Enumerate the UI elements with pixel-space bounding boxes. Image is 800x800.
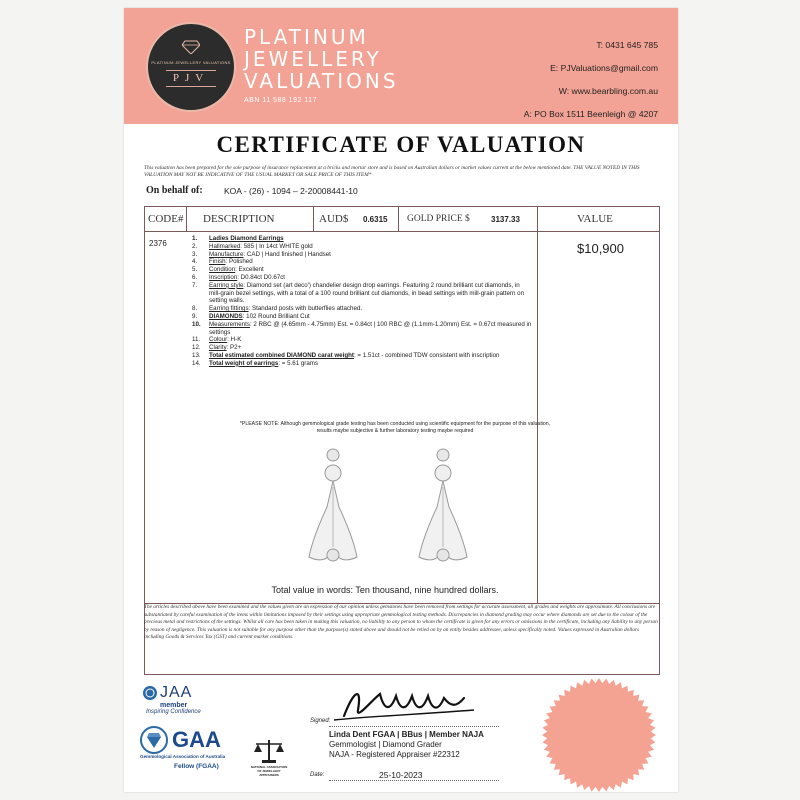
brand-line: PLATINUM xyxy=(244,25,369,49)
item-code: 2376 xyxy=(149,239,167,248)
list-item: 8. Earring fittings: Standard posts with butterflies attached. xyxy=(192,305,363,313)
col-value-header: VALUE xyxy=(577,213,613,225)
certificate-page xyxy=(124,8,678,792)
column-divider xyxy=(537,207,538,603)
logo-divider xyxy=(166,70,216,71)
col-code-header: CODE# xyxy=(148,213,184,225)
jaa-wordmark: JAA xyxy=(160,684,193,701)
behalf-label: On behalf of: xyxy=(146,185,203,196)
list-item: 9. DIAMONDS: 102 Round Brilliant Cut xyxy=(192,312,310,320)
list-item: 1. Ladies Diamond Earrings xyxy=(192,235,284,242)
fine-print: The articles described above have been examined and the values given are an expression of our opinion unless gemstones have been removed from settings for accurate assessment, all grades and weights are approximate. All conclusions are substantiated by careful examination of the items within limitations imposed by their settings using appropriate gemmological testing methods. Discrepancies in diamond grading may occur where diamonds are set due to the colour of the precious metal and restrictions of the settings. Whilst all care has been taken in making this valuation, no liability to any person to whom the certificate is given for any errors or omissions in the certificate, including any liability to any person by reason of negligence. This valuation is not suitable for any purpose other than the purpose(s) stated above and should not be relied on by an entity besides addressee, unless specifically noted. Values expressed in Australian dollars including Goods & Services Tax (GST) and current market conditions. xyxy=(144,604,658,641)
signed-label: Signed: xyxy=(310,718,331,724)
valuation-table xyxy=(144,206,660,604)
pjv-logo xyxy=(146,22,236,112)
list-item: 12. Clarity: P2+ xyxy=(192,344,242,352)
list-item: 7. Earring style: Diamond set (art deco') chandelier design drop earrings. Featuring 2 round brilliant cut diamonds, in mill-grain bezel settings, with a total of a 100 round brilliant cut diamonds, in bead settings with mill-grain pattern on setting walls. xyxy=(192,281,525,305)
contact-phone: T: 0431 645 785 xyxy=(596,40,658,50)
contact-address: A: PO Box 1511 Beenleigh @ 4207 xyxy=(523,109,658,119)
seal-sticker xyxy=(540,676,658,794)
contact-block xyxy=(524,34,658,126)
signer-registration: NAJA - Registered Appraiser #22312 xyxy=(329,750,460,759)
certificate-title: CERTIFICATE OF VALUATION xyxy=(216,132,586,157)
list-item: 14. Total weight of earrings: = 5.61 grams xyxy=(192,359,319,367)
scales-icon xyxy=(252,738,286,764)
logo-ring-text: PLATINUM JEWELLERY VALUATIONS xyxy=(151,60,231,65)
brand-line: VALUATIONS xyxy=(244,69,399,93)
col-gold-price-header: GOLD PRICE $ xyxy=(407,214,470,224)
signer-title: Gemmologist | Diamond Grader xyxy=(329,740,442,749)
gaa-fellow-logo xyxy=(140,726,225,770)
list-item: 13. Total estimated combined DIAMOND carat weight: = 1.51ct - combined TDW consistent with inscription xyxy=(192,351,500,359)
handwritten-signature xyxy=(324,680,484,728)
logo-initials: PJV xyxy=(172,72,210,84)
table-header xyxy=(145,207,659,232)
naja-logo xyxy=(249,738,289,777)
description-list xyxy=(192,235,532,368)
jaa-tagline: Inspiring Confidence xyxy=(146,709,201,715)
signer-details xyxy=(329,730,484,760)
earrings-photo xyxy=(305,447,475,577)
gaa-wordmark: GAA xyxy=(172,727,221,752)
date-label: Date: xyxy=(310,772,325,778)
contact-website: W: www.bearbling.com.au xyxy=(558,86,658,96)
behalf-reference: KOA - (26) - 1094 – 2-20008441-10 xyxy=(224,186,358,196)
list-item: 6. Inscription: D0.84ct D0.67ct xyxy=(192,273,286,281)
list-item: 4. Finish: Polished xyxy=(192,258,253,266)
list-item: 3. Manufacture: CAD | Hand finished | Handset xyxy=(192,250,331,258)
list-item: 10. Measurements: 2 RBC @ (4.65mm - 4.75mm) Est. = 0.84ct | 100 RBC @ (1.1mm-1.20mm) Est. = 0.67ct measured in settings xyxy=(192,320,532,336)
column-divider xyxy=(186,207,187,231)
naja-name: NATIONAL ASSOCIATION OF JEWELLERY APPRAISERS xyxy=(250,765,288,777)
gaa-gem-icon xyxy=(140,726,168,754)
grading-note: *PLEASE NOTE: Although gemmological grade testing has been conducted using scientific equipment for the purpose of this valuation, results maybe subjective & further laboratory testing maybe required xyxy=(239,421,551,434)
abn-number: ABN 11 588 192 117 xyxy=(244,97,317,104)
jaa-member-logo xyxy=(142,684,201,715)
brand-line: JEWELLERY xyxy=(244,47,382,71)
logo-divider xyxy=(166,86,216,87)
jaa-globe-icon xyxy=(142,685,158,701)
list-item: 2. Hallmarked: 585 | In 14ct WHITE gold xyxy=(192,242,313,250)
column-divider xyxy=(398,207,399,231)
list-item: 5. Condition: Excellent xyxy=(192,266,264,274)
contact-email: E: PJValuations@gmail.com xyxy=(550,63,658,73)
valuation-disclaimer: This valuation has been prepared for the sole purpose of insurance replacement at a bricks and mortar store and is based on Australian dollars or market values current at the below mentioned date. THE VALUE NOTED IN THIS VALUATION MAY NOT BE INDICATIVE OF THE USUAL MARKET OR SALE PRICE OF THIS ITEM* xyxy=(144,165,640,178)
diamond-icon xyxy=(182,40,200,54)
signer-name: Linda Dent FGAA | BBus | Member NAJA xyxy=(329,730,484,739)
aud-rate: 0.6315 xyxy=(363,215,388,224)
certificate-date: 25-10-2023 xyxy=(379,770,423,780)
gaa-name: Gemmological Association of Australia xyxy=(140,754,226,759)
brand-name xyxy=(244,26,399,92)
signature-line xyxy=(329,726,499,727)
gaa-fellow-label: Fellow (FGAA) xyxy=(174,763,219,770)
jaa-member-label: member xyxy=(160,702,188,709)
column-divider xyxy=(313,207,314,231)
col-description-header: DESCRIPTION xyxy=(203,213,275,225)
value-in-words: Total value in words: Ten thousand, nine hundred dollars. xyxy=(271,585,499,595)
letterhead xyxy=(124,8,678,124)
item-value: $10,900 xyxy=(577,241,624,256)
col-aud-header: AUD$ xyxy=(319,213,349,225)
date-line xyxy=(329,780,499,781)
gold-price: 3137.33 xyxy=(491,215,520,224)
list-item: 11. Colour: H-K xyxy=(192,336,242,344)
